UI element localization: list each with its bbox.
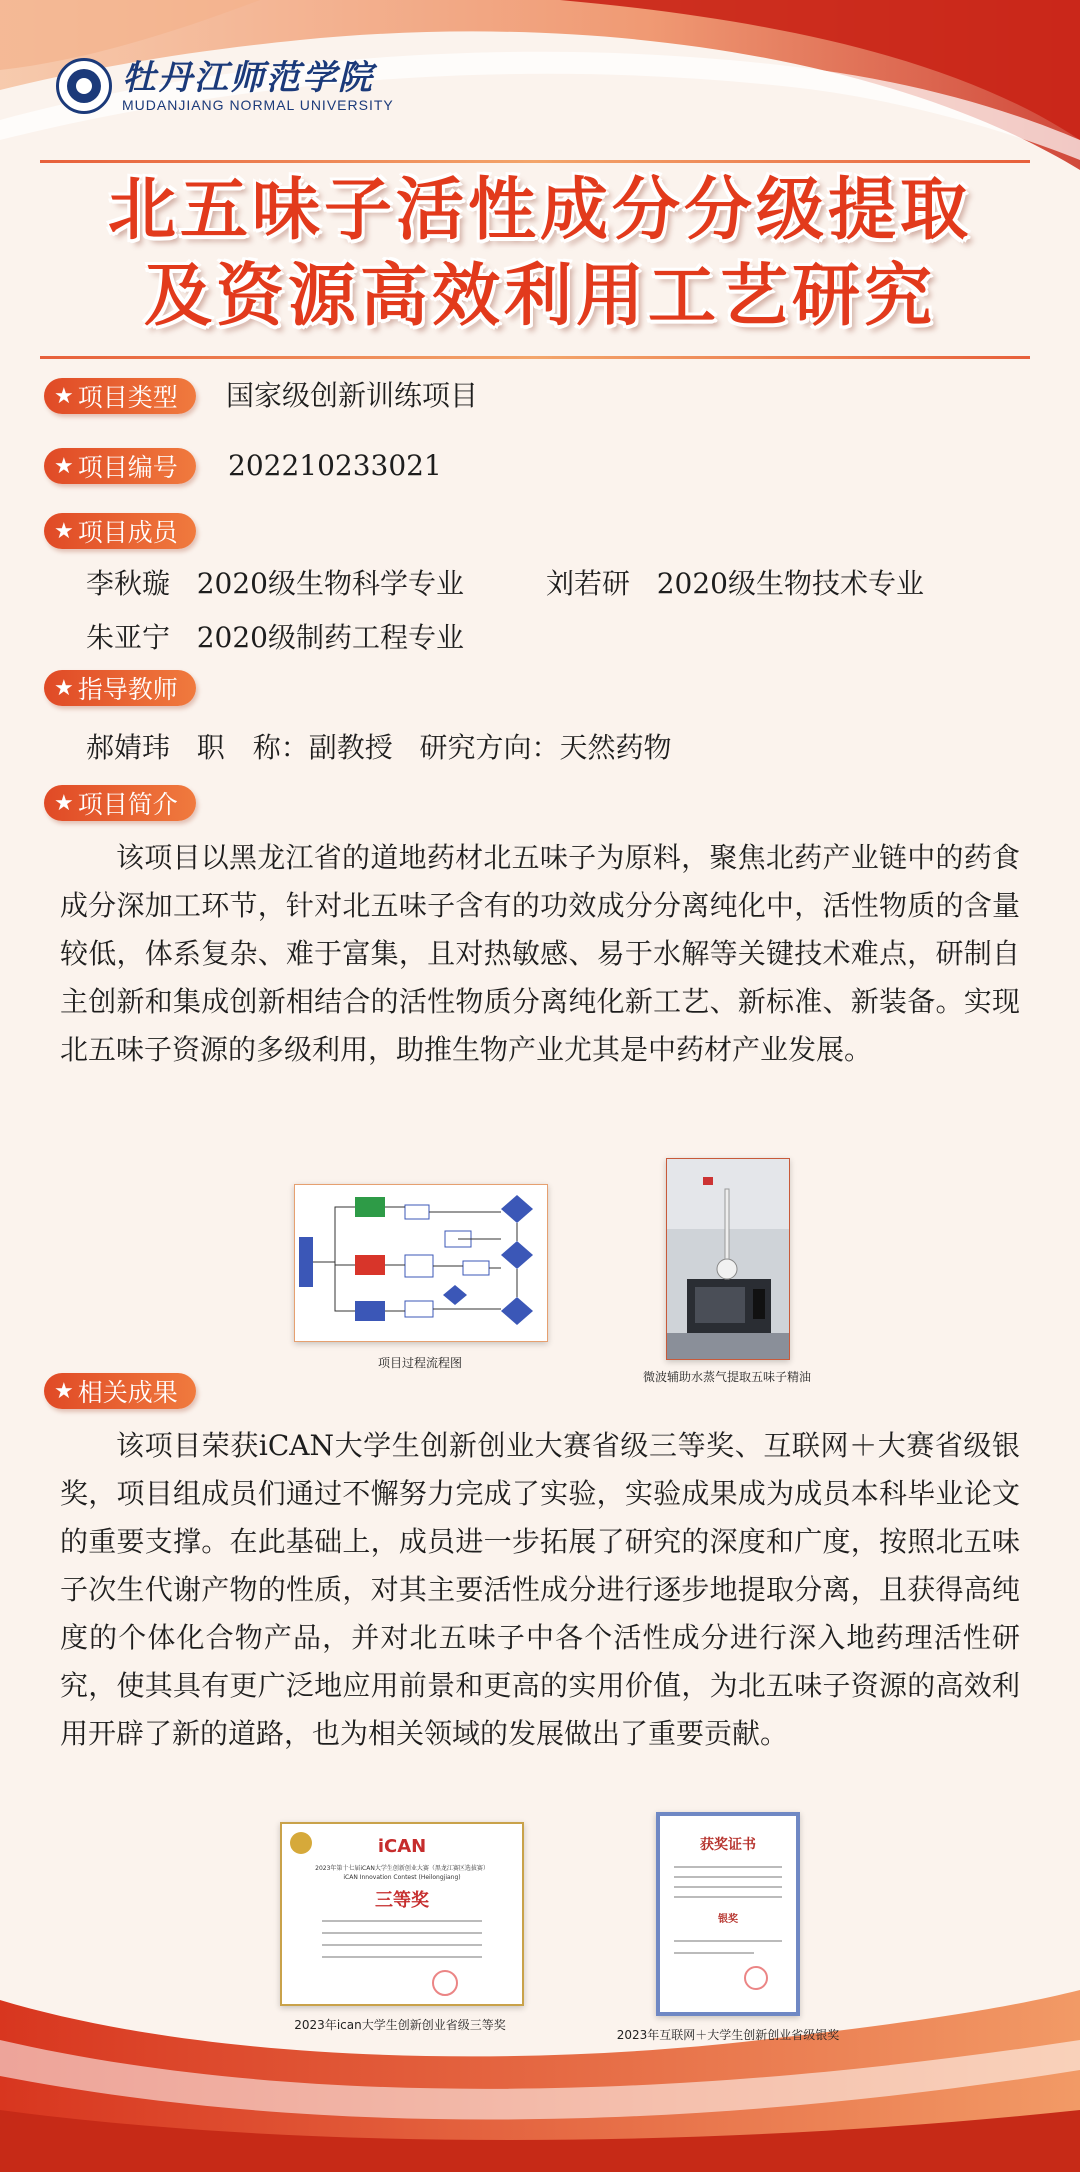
internet-plus-award: 银奖 <box>718 1914 738 1925</box>
section-tag-intro: ★ 项目简介 <box>44 785 196 821</box>
school-seal-icon <box>56 58 112 114</box>
member-3: 朱亚宁 2020级制药工程专业 <box>86 621 464 654</box>
title-line-2: 及资源高效利用工艺研究 <box>143 257 936 336</box>
school-logo <box>56 58 394 114</box>
internet-plus-cert-heading: 获奖证书 <box>700 1837 756 1853</box>
ican-award: 三等奖 <box>375 1890 429 1911</box>
flowchart-image <box>294 1184 548 1342</box>
ican-cert-line2: iCAN Innovation Contest (Heilongjiang) <box>343 1874 461 1881</box>
section-tag-number: ★ 项目编号 <box>44 448 196 484</box>
title-line-1: 北五味子活性成分分级提取 <box>107 171 972 250</box>
section-tag-teacher: ★ 指导教师 <box>44 670 196 706</box>
section-tag-type: ★ 项目类型 <box>44 378 196 414</box>
teacher-info: 郝婧玮 职 称：副教授 研究方向：天然药物 <box>86 731 672 764</box>
stamp-icon <box>432 1970 458 1996</box>
lab-photo-caption: 微波辅助水蒸气提取五味子精油 <box>642 1370 811 1384</box>
results-paragraph: 该项目荣获iCAN大学生创新创业大赛省级三等奖、互联网＋大赛省级银奖，项目组成员们通过不懈努力完成了实验，实验成果成为成员本科毕业论文的重要支撑。在此基础上，成员进一步拓展了研究的深度和广度，按照北五味子次生代谢产物的性质，对其主要活性成分进行逐步地提取分离，且获得高纯度的个体化合物产品，并对北五味子中各个活性成分进行深入地药理活性研究，使其具有更广泛地应用前景和更高的实用价值，为北五味子资源的高效利用开辟了新的道路，也为相关领域的发展做出了重要贡献。 <box>60 1429 1020 1750</box>
ican-certificate-caption: 2023年ican大学生创新创业省级三等奖 <box>294 2018 506 2032</box>
project-type-value: 国家级创新训练项目 <box>226 379 479 412</box>
member-2: 刘若研 2020级生物技术专业 <box>546 567 924 600</box>
school-name-en: MUDANJIANG NORMAL UNIVERSITY <box>122 97 394 113</box>
intro-paragraph: 该项目以黑龙江省的道地药材北五味子为原料，聚焦北药产业链中的药食成分深加工环节，针对北五味子含有的功效成分分离纯化中，活性物质的含量较低，体系复杂、难于富集，且对热敏感、易于水解等关键技术难点，研制自主创新和集成创新相结合的活性物质分离纯化新工艺、新标准、新装备。实现北五味子资源的多级利用，助推生物产业尤其是中药材产业发展。 <box>60 841 1020 1066</box>
star-icon: ★ <box>54 1378 74 1404</box>
internet-plus-certificate-caption: 2023年互联网＋大学生创新创业省级银奖 <box>616 2028 840 2042</box>
ican-cert-line1: 2023年第十七届iCAN大学生创新创业大赛（黑龙江赛区选拔赛） <box>315 1865 489 1872</box>
lab-photo-image <box>666 1158 790 1360</box>
section-tag-results: ★ 相关成果 <box>44 1373 196 1409</box>
project-number-value: 202210233021 <box>228 449 442 482</box>
stamp-icon <box>744 1966 768 1990</box>
flowchart-caption: 项目过程流程图 <box>377 1356 462 1370</box>
member-1: 李秋璇 2020级生物科学专业 <box>86 567 464 600</box>
ican-certificate-image <box>280 1822 524 2006</box>
star-icon: ★ <box>54 518 74 544</box>
star-icon: ★ <box>54 790 74 816</box>
school-name-cn: 牡丹江师范学院 <box>122 58 374 98</box>
title-top-rule <box>40 160 1030 163</box>
star-icon: ★ <box>54 383 74 409</box>
star-icon: ★ <box>54 675 74 701</box>
star-icon: ★ <box>54 453 74 479</box>
title-bottom-rule <box>40 356 1030 359</box>
section-tag-members: ★ 项目成员 <box>44 513 196 549</box>
page-title <box>0 168 1080 340</box>
internet-plus-certificate-image <box>656 1812 800 2016</box>
ican-brand: iCAN <box>377 1836 427 1857</box>
